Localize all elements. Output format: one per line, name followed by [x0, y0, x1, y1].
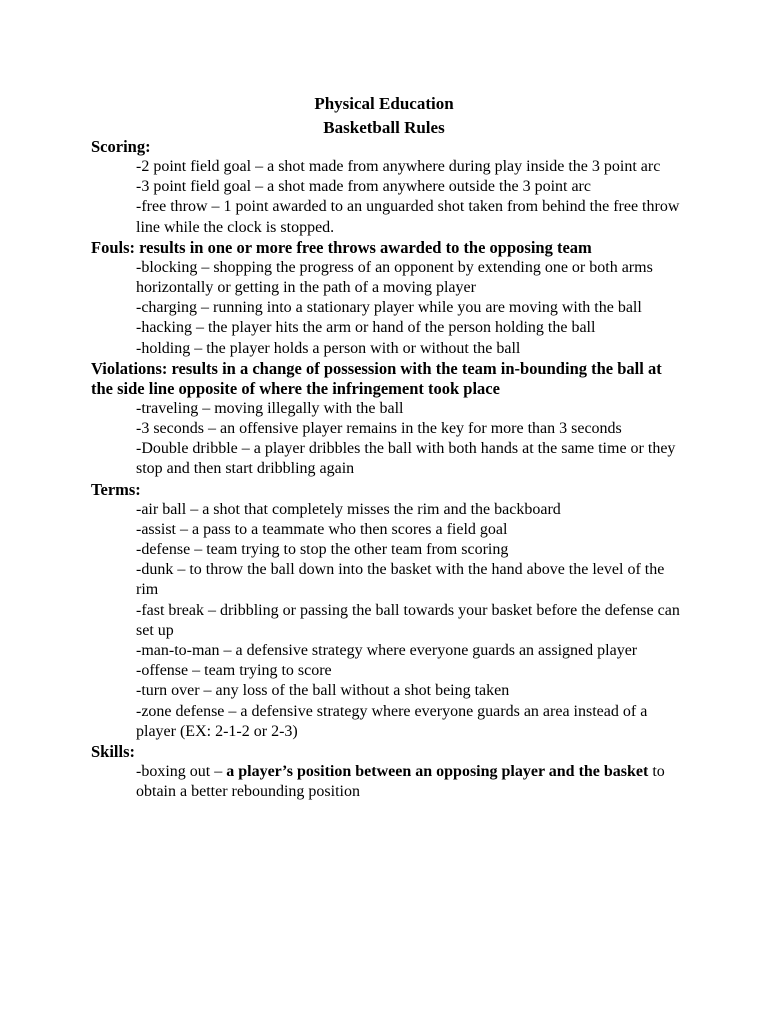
list-item: -traveling – moving illegally with the ball — [136, 399, 404, 417]
section-heading-terms: Terms: — [91, 479, 141, 499]
title-line-2: Basketball Rules — [323, 118, 445, 137]
skill-term: -boxing out – — [136, 763, 227, 781]
section-heading-scoring: Scoring: — [91, 137, 151, 156]
section-heading-skills: Skills: — [91, 742, 136, 762]
list-item: -defense – team trying to stop the other team from scoring — [136, 541, 509, 559]
list-item — [136, 762, 681, 802]
list-item: -assist – a pass to a teammate who then scores a field goal — [136, 520, 508, 538]
list-item: -3 seconds – an offensive player remains in the key for more than 3 seconds — [136, 420, 622, 438]
list-item: -air ball – a shot that completely misses the rim and the backboard — [136, 500, 561, 518]
list-item: -free throw – 1 point awarded to an unguarded shot taken from behind the free throw line while the clock is stopped. — [136, 198, 680, 236]
list-item: -holding – the player holds a person with or without the ball — [136, 339, 521, 357]
document-title — [0, 92, 768, 140]
list-item: -Double dribble – a player dribbles the ball with both hands at the same time or they stop and then start dribbling again — [136, 440, 676, 478]
skill-definition-rest: to obtain a better rebounding position — [136, 763, 665, 801]
list-item: -turn over – any loss of the ball without a shot being taken — [136, 682, 510, 700]
list-item: -2 point field goal – a shot made from anywhere during play inside the 3 point arc — [136, 158, 661, 175]
list-item: -zone defense – a defensive strategy where everyone guards an area instead of a player (EX: 2-1-2 or 2-3) — [136, 702, 648, 740]
skill-definition-bold: a player’s position between an opposing player and the basket — [226, 763, 649, 781]
list-item: -offense – team trying to score — [136, 662, 332, 680]
list-item: -charging – running into a stationary player while you are moving with the ball — [136, 299, 642, 317]
list-item: -hacking – the player hits the arm or hand of the person holding the ball — [136, 319, 596, 337]
title-line-1: Physical Education — [314, 94, 454, 113]
list-item: -dunk – to throw the ball down into the basket with the hand above the level of the rim — [136, 561, 665, 599]
section-heading-fouls: Fouls: results in one or more free throws awarded to the opposing team — [91, 237, 592, 257]
section-heading-violations: Violations: results in a change of possession with the team in-bounding the ball at the side line opposite of where the infringement took place — [91, 358, 662, 398]
list-item: -fast break – dribbling or passing the ball towards your basket before the defense can set up — [136, 601, 680, 639]
list-item: -blocking – shopping the progress of an opponent by extending one or both arms horizontally or getting in the path of a moving player — [136, 258, 653, 297]
list-item: -3 point field goal – a shot made from anywhere outside the 3 point arc — [136, 178, 591, 196]
document-body — [91, 137, 681, 802]
list-item: -man-to-man – a defensive strategy where everyone guards an assigned player — [136, 642, 638, 660]
